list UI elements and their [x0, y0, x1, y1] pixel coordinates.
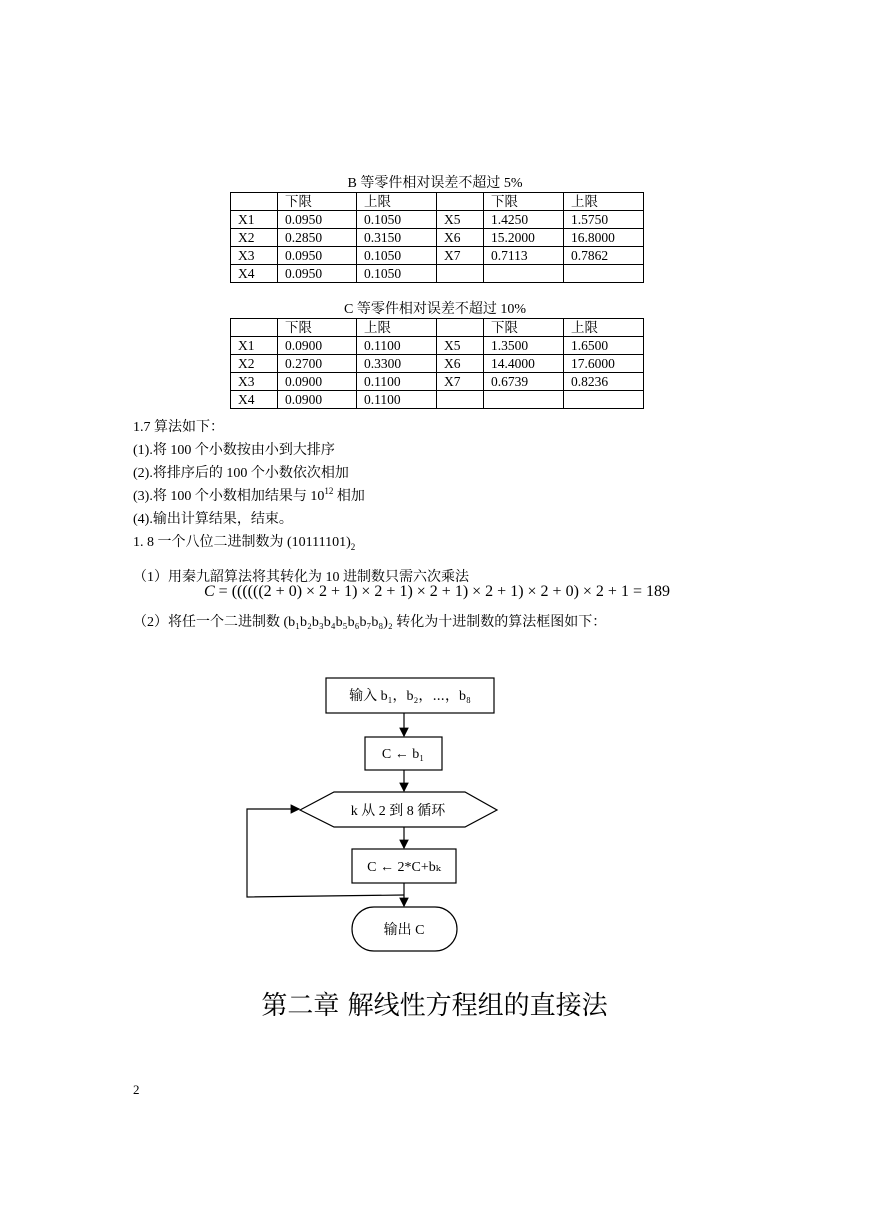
- table-cell: 0.0950: [278, 211, 357, 229]
- table-cell: 0.3150: [357, 229, 437, 247]
- table-cell: 0.2700: [278, 355, 357, 373]
- algorithm-heading: 1.7 算法如下：: [133, 420, 224, 435]
- step3-exponent: 12: [324, 486, 334, 496]
- table-cell: 0.1050: [357, 247, 437, 265]
- table-cell: X7: [437, 373, 484, 391]
- problem-base: 2: [350, 541, 356, 552]
- table-header-cell: 下限: [278, 319, 357, 337]
- table-cell: 0.0900: [278, 391, 357, 409]
- table-cell: 0.0950: [278, 265, 357, 283]
- problem-part-1: （1）用秦九韶算法将其转化为 10 进制数只需六次乘法: [133, 570, 469, 585]
- algorithm-step-1: (1).将 100 个小数按由小到大排序: [133, 443, 335, 458]
- table-cell: 0.1100: [357, 373, 437, 391]
- table-cell: X5: [437, 211, 484, 229]
- chapter-title: 第二章 解线性方程组的直接法: [261, 991, 608, 1021]
- table-cell: X3: [231, 373, 278, 391]
- table-cell: 1.3500: [484, 337, 564, 355]
- table-cell: 0.7862: [564, 247, 644, 265]
- table-cell: X2: [231, 229, 278, 247]
- table-header-cell: 下限: [278, 193, 357, 211]
- formula-lhs: C: [204, 583, 215, 600]
- table-cell: 0.0900: [278, 373, 357, 391]
- table-cell: 0.8236: [564, 373, 644, 391]
- table-cell: X4: [231, 265, 278, 283]
- table-cell: X7: [437, 247, 484, 265]
- table-cell: 1.6500: [564, 337, 644, 355]
- table-header-cell: 上限: [357, 319, 437, 337]
- loop-label: k 从 2 到 8 循环: [350, 804, 446, 819]
- table-cell: 1.5750: [564, 211, 644, 229]
- table-cell: 0.1050: [357, 265, 437, 283]
- table-cell: X6: [437, 355, 484, 373]
- table-cell: 0.1050: [357, 211, 437, 229]
- output-label: 输出 C: [383, 923, 425, 938]
- algorithm-step-2: (2).将排序后的 100 个小数依次相加: [133, 466, 349, 481]
- table-cell: 1.4250: [484, 211, 564, 229]
- problem-line: 1. 8 一个八位二进制数为 (10111101): [133, 535, 351, 550]
- table-cell: X2: [231, 355, 278, 373]
- table-cell: X6: [437, 229, 484, 247]
- step3-tail: 相加: [333, 489, 365, 504]
- update-label: C ← 2*C+bₖ: [367, 860, 441, 875]
- table-cell: 0.1100: [357, 391, 437, 409]
- table-header-cell: 下限: [484, 193, 564, 211]
- problem-part-2: （2）将任一个二进制数 (b₁b₂b₃b₄b₅b₆b₇b₈)₂ 转化为十进制数的算法框图如下：: [133, 615, 607, 630]
- table-cell: 17.6000: [564, 355, 644, 373]
- table-cell: 0.0950: [278, 247, 357, 265]
- table-cell: 16.8000: [564, 229, 644, 247]
- table-cell: 15.2000: [484, 229, 564, 247]
- page-number: 2: [133, 1082, 140, 1097]
- algorithm-step-4: (4).输出计算结果，结束。: [133, 512, 293, 527]
- table-cell: X1: [231, 211, 278, 229]
- init-label: C ← b₁: [381, 747, 425, 762]
- table-cell: 0.0900: [278, 337, 357, 355]
- table-cell: X3: [231, 247, 278, 265]
- table-header-cell: 上限: [564, 193, 644, 211]
- table-cell: 0.7113: [484, 247, 564, 265]
- formula-rhs: = ((((((2 + 0) × 2 + 1) × 2 + 1) × 2 + 1) × 2 + 1) × 2 + 0) × 2 + 1 = 189: [214, 583, 670, 600]
- input-label: 输入 b₁，b₂，⋯，b₈: [349, 689, 471, 704]
- table-header-cell: 下限: [484, 319, 564, 337]
- table-cell: 0.1100: [357, 337, 437, 355]
- table-cell: 0.6739: [484, 373, 564, 391]
- table-header-cell: 上限: [357, 193, 437, 211]
- table-cell: 14.4000: [484, 355, 564, 373]
- table-b-caption: B 等零件相对误差不超过 5%: [347, 176, 523, 191]
- table-cell: X5: [437, 337, 484, 355]
- step3-text: (3).将 100 个小数相加结果与 10: [133, 489, 325, 504]
- table-cell: 0.2850: [278, 229, 357, 247]
- table-c-caption: C 等零件相对误差不超过 10%: [344, 302, 526, 317]
- table-cell: X4: [231, 391, 278, 409]
- table-cell: X1: [231, 337, 278, 355]
- table-cell: 0.3300: [357, 355, 437, 373]
- table-header-cell: 上限: [564, 319, 644, 337]
